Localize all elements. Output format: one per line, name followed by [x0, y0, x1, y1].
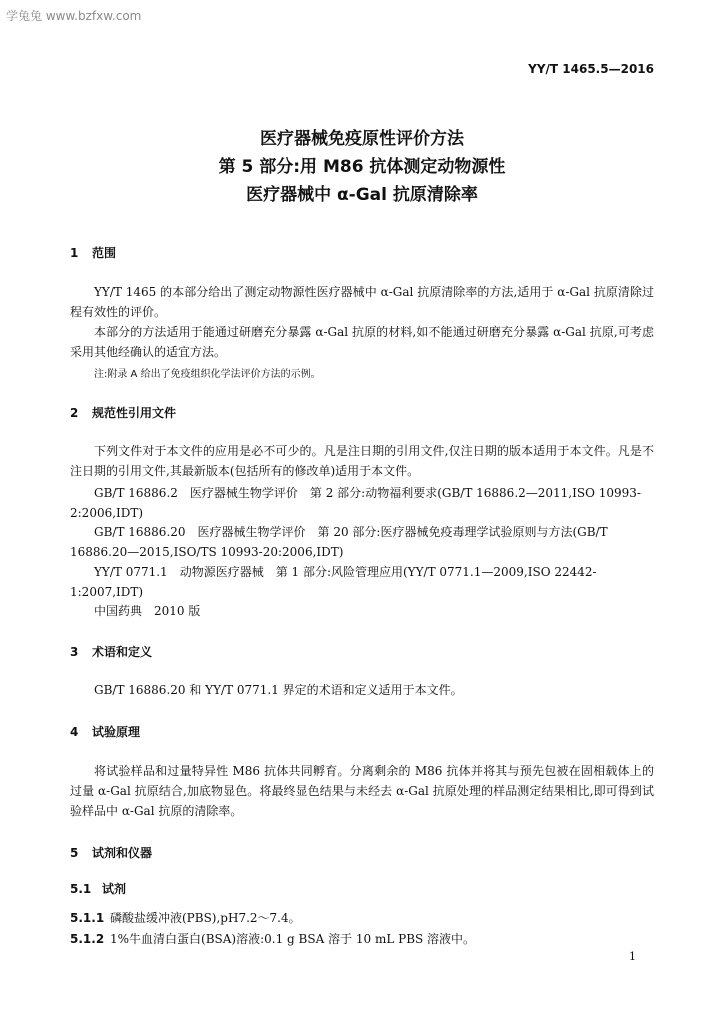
section-title: 术语和定义 — [92, 645, 153, 659]
section-5-heading — [70, 844, 152, 861]
section-3-paragraph: GB/T 16886.20 和 YY/T 0771.1 界定的术语和定义适用于本文件。 — [94, 683, 463, 697]
item-text: 磷酸盐缓冲液(PBS),pH7.2～7.4。 — [110, 911, 301, 925]
item-number: 5.1.2 — [70, 932, 105, 946]
title-line-1: 医疗器械免疫原性评价方法 — [260, 129, 464, 149]
page-number: 1 — [629, 950, 636, 963]
watermark: 学兔兔 www.bzfxw.com — [6, 9, 142, 23]
subsection-5-1-heading — [70, 880, 126, 897]
item-number: 5.1.1 — [70, 911, 105, 925]
section-2-heading — [70, 404, 176, 421]
subsection-number: 5.1 — [70, 882, 92, 896]
section-number: 4 — [70, 725, 79, 739]
item-text: 1%牛血清白蛋白(BSA)溶液:0.1 g BSA 溶于 10 mL PBS 溶液中。 — [110, 932, 476, 946]
item-5-1-1 — [70, 909, 301, 926]
standard-number: YY/T 1465.5—2016 — [528, 62, 654, 76]
section-4-paragraph: 将试验样品和过量特异性 M86 抗体共同孵育。分离剩余的 M86 抗体并将其与预先包被在固相载体上的过量 α-Gal 抗原结合,加底物显色。将最终显色结果与未经去 α-Gal 抗原处理的样品测定结果相比,即可得到试验样品中 α-Gal 抗原的清除率。 — [70, 764, 654, 818]
section-2-intro: 下列文件对于本文件的应用是必不可少的。凡是注日期的引用文件,仅注日期的版本适用于本文件。凡是不注日期的引用文件,其最新版本(包括所有的修改单)适用于本文件。 — [70, 444, 654, 478]
reference-gb-t-16886-20: GB/T 16886.20 医疗器械生物学评价 第 20 部分:医疗器械免疫毒理学试验原则与方法(GB/T 16886.20—2015,ISO/TS 10993-20:2006,IDT) — [70, 525, 608, 559]
section-1-paragraph-1: YY/T 1465 的本部分给出了测定动物源性医疗器械中 α-Gal 抗原清除率的方法,适用于 α-Gal 抗原清除过程有效性的评价。 — [70, 285, 654, 319]
title-line-3: 医疗器械中 α-Gal 抗原清除率 — [246, 185, 478, 205]
section-title: 试验原理 — [92, 725, 141, 739]
item-5-1-2 — [70, 930, 475, 947]
section-number: 2 — [70, 406, 79, 420]
section-1-heading — [70, 244, 116, 261]
section-3-heading — [70, 643, 152, 660]
reference-chinese-pharmacopoeia: 中国药典 2010 版 — [94, 604, 201, 618]
section-title: 规范性引用文件 — [92, 406, 177, 420]
section-number: 5 — [70, 846, 79, 860]
section-number: 3 — [70, 645, 79, 659]
section-title: 范围 — [92, 246, 117, 260]
subsection-title: 试剂 — [102, 882, 127, 896]
section-1-paragraph-2: 本部分的方法适用于能通过研磨充分暴露 α-Gal 抗原的材料,如不能通过研磨充分暴露 α-Gal 抗原,可考虑采用其他经确认的适宜方法。 — [70, 325, 654, 359]
section-title: 试剂和仪器 — [92, 846, 153, 860]
title-line-2: 第 5 部分:用 M86 抗体测定动物源性 — [218, 157, 506, 177]
reference-yy-t-0771-1: YY/T 0771.1 动物源医疗器械 第 1 部分:风险管理应用(YY/T 0771.1—2009,ISO 22442-1:2007,IDT) — [70, 565, 597, 599]
section-1-note: 注:附录 A 给出了免疫组织化学法评价方法的示例。 — [94, 369, 321, 380]
section-4-heading — [70, 723, 140, 740]
section-number: 1 — [70, 246, 79, 260]
reference-gb-t-16886-2: GB/T 16886.2 医疗器械生物学评价 第 2 部分:动物福利要求(GB/T 16886.2—2011,ISO 10993-2:2006,IDT) — [70, 486, 641, 520]
